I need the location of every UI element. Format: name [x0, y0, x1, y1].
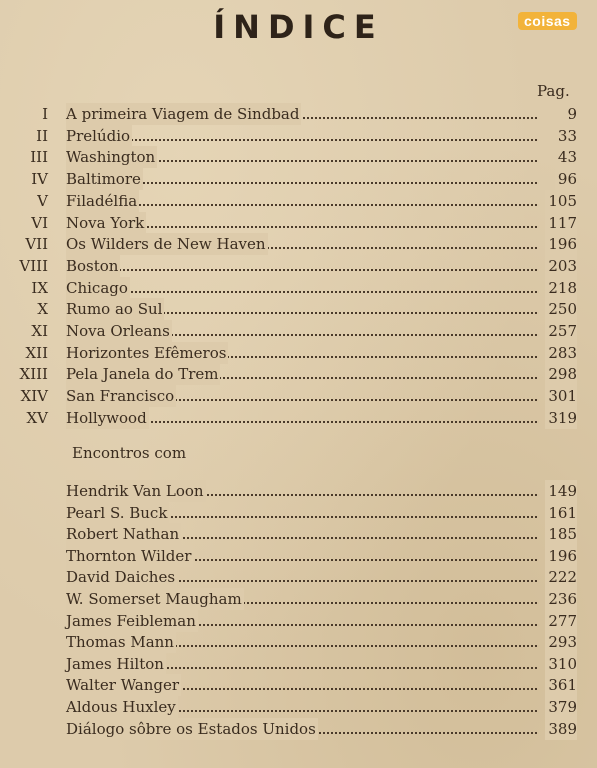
chapter-title: Washington: [66, 148, 156, 167]
encounter-row: [0, 653, 597, 675]
encounter-row: [0, 545, 597, 567]
chapter-row: [0, 103, 597, 125]
chapter-row: [0, 255, 597, 277]
encounter-title: Walter Wanger: [66, 676, 180, 695]
page-number: 293: [545, 631, 577, 653]
encounter-title: Aldous Huxley: [66, 698, 176, 716]
chapter-number: X: [37, 300, 48, 319]
page-number: 218: [545, 277, 577, 299]
chapter-title: San Francisco: [66, 387, 175, 406]
chapter-row: [0, 363, 597, 385]
page-number: 105: [545, 190, 577, 212]
encounter-title: Robert Nathan: [66, 525, 180, 544]
chapter-number: II: [36, 126, 48, 145]
page-number: 203: [545, 255, 577, 277]
page-number: 196: [545, 545, 577, 567]
chapter-title: Filadélfia: [66, 191, 138, 210]
chapter-row: [0, 407, 597, 429]
chapter-number: XIII: [19, 365, 48, 384]
encounters-heading: Encontros com: [72, 444, 187, 462]
chapter-title: Prelúdio: [66, 126, 131, 145]
chapter-title: Hollywood: [66, 408, 147, 427]
page-number: 283: [545, 342, 577, 364]
page-column-label: Pag.: [537, 82, 570, 100]
chapter-row: [0, 168, 597, 190]
chapter-number: VIII: [19, 256, 48, 275]
encounter-row: [0, 696, 597, 718]
encounter-title: James Hilton: [66, 654, 164, 673]
chapter-number: IX: [31, 278, 48, 297]
dot-leader: [70, 269, 537, 271]
page-number: 236: [545, 588, 577, 610]
encounter-row: [0, 610, 597, 632]
encounter-title: David Daiches: [66, 568, 176, 587]
chapter-number: XI: [31, 322, 48, 340]
chapter-row: [0, 212, 597, 234]
chapter-row: [0, 233, 597, 255]
chapter-title: Rumo ao Sul: [66, 300, 163, 319]
chapter-title: Nova York: [66, 213, 145, 232]
page-number: 161: [545, 502, 577, 524]
page-number: 319: [545, 407, 577, 429]
chapter-row: [0, 125, 597, 147]
dot-leader: [70, 204, 537, 206]
page-number: 298: [545, 363, 577, 385]
page-number: 96: [555, 168, 577, 190]
chapter-row: [0, 190, 597, 212]
chapter-row: [0, 146, 597, 168]
encounter-row: [0, 674, 597, 696]
page-number: 250: [545, 298, 577, 320]
encounter-row: [0, 566, 597, 588]
chapter-title: Os Wilders de New Haven: [66, 235, 266, 254]
dot-leader: [70, 139, 537, 141]
encounter-row: [0, 480, 597, 502]
encounter-row: [0, 631, 597, 653]
chapter-row: [0, 277, 597, 299]
chapter-number: XV: [26, 408, 48, 427]
page-number: 43: [555, 146, 577, 168]
chapter-number: VI: [31, 213, 48, 232]
page-number: 389: [545, 718, 577, 740]
chapter-title: Horizontes Efêmeros: [66, 343, 227, 362]
chapter-number: I: [42, 105, 48, 123]
page-number: 185: [545, 523, 577, 545]
encounter-title: Pearl S. Buck: [66, 503, 168, 522]
encounter-title: Hendrik Van Loon: [66, 482, 204, 500]
page-number: 149: [545, 480, 577, 502]
chapter-title: Nova Orleans: [66, 322, 170, 340]
page-title: ÍNDICE: [213, 8, 384, 46]
chapter-row: [0, 385, 597, 407]
chapter-row: [0, 298, 597, 320]
chapter-row: [0, 342, 597, 364]
page-number: 196: [545, 233, 577, 255]
chapter-title: Baltimore: [66, 170, 141, 189]
encounter-title: James Feibleman: [66, 611, 196, 630]
chapter-number: IV: [31, 170, 48, 189]
encounter-row: [0, 718, 597, 740]
watermark-logo: coisas: [518, 12, 577, 30]
encounter-row: [0, 588, 597, 610]
chapter-title: Pela Janela do Trem: [66, 365, 219, 384]
dot-leader: [70, 291, 537, 293]
chapter-number: III: [30, 148, 48, 167]
page-number: 310: [545, 653, 577, 675]
chapter-title: Boston: [66, 256, 119, 275]
encounter-title: Diálogo sôbre os Estados Unidos: [66, 719, 316, 738]
chapter-row: [0, 320, 597, 342]
page-number: 379: [545, 696, 577, 718]
encounter-row: [0, 523, 597, 545]
page-number: 277: [545, 610, 577, 632]
page-number: 361: [545, 674, 577, 696]
page-number: 9: [564, 103, 577, 125]
encounter-row: [0, 502, 597, 524]
chapter-number: VII: [25, 235, 48, 254]
encounter-title: Thornton Wilder: [66, 546, 192, 565]
page-number: 222: [545, 566, 577, 588]
encounter-title: W. Somerset Maugham: [66, 590, 242, 608]
chapter-title: Chicago: [66, 278, 128, 297]
chapter-number: V: [37, 191, 48, 210]
chapter-title: A primeira Viagem de Sindbad: [66, 105, 300, 123]
chapter-number: XII: [25, 343, 48, 362]
page-number: 257: [545, 320, 577, 342]
encounter-title: Thomas Mann: [66, 633, 174, 652]
page-number: 301: [545, 385, 577, 407]
page-number: 33: [555, 125, 577, 147]
page-number: 117: [545, 212, 577, 234]
chapter-number: XIV: [20, 387, 48, 406]
